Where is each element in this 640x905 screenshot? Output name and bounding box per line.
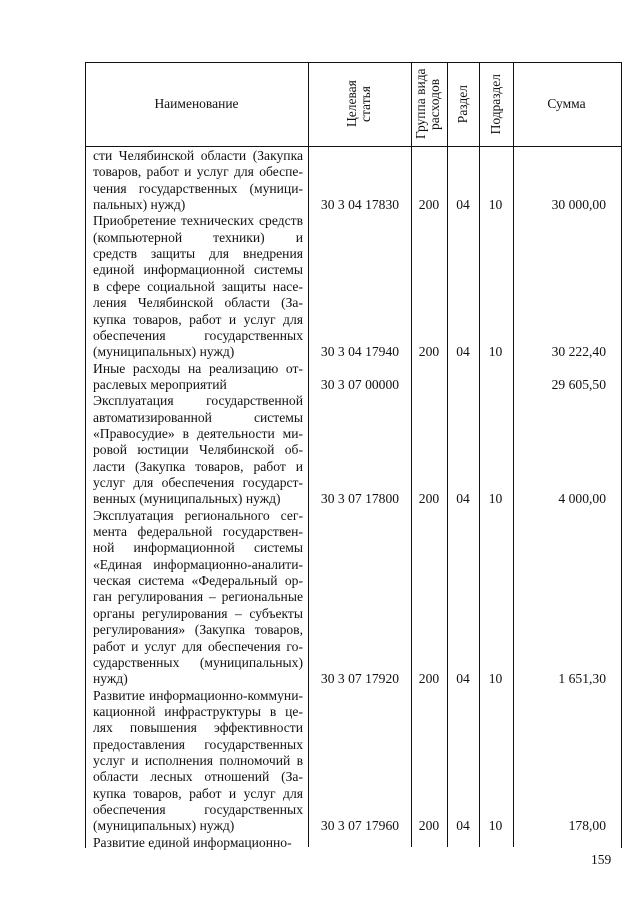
row-name-line: обеспечения государственных	[93, 327, 303, 343]
row-name-line: обеспечения государственных	[93, 802, 303, 817]
header-amount	[513, 62, 620, 146]
row-expense-group	[411, 377, 447, 393]
row-expense-group: 200	[418, 671, 440, 687]
row-name-line: сти Челябинской области (Закупка	[93, 148, 303, 163]
row-name-line: нужд)	[93, 671, 128, 687]
row-amount: 29 605,50	[551, 376, 606, 392]
column-divider	[308, 62, 309, 847]
row-name-line: ческая система «Федеральный ор-	[93, 573, 303, 589]
row-name-line: (муниципальных) нужд)	[93, 344, 235, 360]
row-name-line: (компьютерной техники) и	[93, 229, 303, 245]
row-name-line: чения государственных (муници-	[93, 180, 303, 196]
row-name-line: купка товаров, работ и услуг для	[93, 311, 303, 327]
row-target-article: 30 3 07 17800	[320, 491, 400, 507]
row-subsection: 10	[488, 671, 503, 687]
row-name-line: кационной инфраструктуры в це-	[93, 703, 303, 719]
row-subsection: 10	[488, 197, 503, 213]
row-name-line: Эксплуатация государственной	[93, 393, 303, 409]
row-amount: 30 222,40	[551, 344, 606, 360]
row-name-line: Иные расходы на реализацию от-	[93, 360, 303, 376]
row-expense-group: 200	[418, 818, 440, 834]
row-name-line: Развитие единой информационно-	[93, 834, 292, 850]
row-section: 04	[456, 344, 470, 360]
row-target-article: 30 3 07 00000	[320, 376, 400, 392]
header-name-label: Наименование	[154, 96, 239, 111]
row-name-line: предоставления государственных	[93, 736, 303, 752]
column-divider	[513, 62, 514, 847]
row-amount: 178,00	[568, 818, 606, 834]
row-name-line: (муниципальных) нужд)	[93, 818, 235, 834]
row-expense-group	[411, 835, 447, 851]
row-name-line: ления Челябинской области (За-	[93, 295, 303, 311]
column-divider	[447, 62, 448, 847]
row-amount: 4 000,00	[558, 491, 606, 507]
row-name-line: Эксплуатация регионального сег-	[93, 507, 303, 523]
row-name-line: автоматизированной системы	[93, 409, 303, 425]
row-amount: 1 651,30	[558, 671, 606, 687]
row-section: 04	[456, 671, 470, 687]
row-expense-group: 200	[418, 491, 440, 507]
header-target-article-label: Целевая статья	[343, 80, 373, 128]
row-subsection: 10	[488, 491, 503, 507]
row-section: 04	[456, 197, 470, 213]
header-expense-group-label: Группа вида расходов	[413, 68, 442, 140]
header-expense-group	[411, 62, 447, 146]
row-name-line: услуг и исполнения полномочий в	[93, 752, 303, 768]
row-target-article	[312, 835, 408, 851]
column-divider	[479, 62, 480, 847]
row-name-line: единой информационной системы	[93, 262, 303, 278]
row-name-line: услуг для обеспечения государст-	[93, 475, 303, 490]
row-name-line: работ и услуг для обеспечения го-	[93, 638, 303, 654]
row-section: 04	[456, 491, 470, 507]
row-name-line: области лесных отношений (За-	[93, 769, 303, 785]
row-name-line: купка товаров, работ и услуг для	[93, 785, 303, 801]
row-name-line: средств защиты для внедрения	[93, 246, 303, 262]
row-name-line: Приобретение технических средств	[93, 213, 303, 229]
row-name-line: раслевых мероприятий	[93, 376, 227, 392]
row-name-line: мента федеральной государствен-	[93, 524, 303, 540]
row-name-line: Развитие информационно-коммуни-	[93, 687, 303, 703]
row-amount: 30 000,00	[551, 197, 606, 213]
header-divider	[85, 146, 621, 147]
row-name-line: регулирования» (Закупка товаров,	[93, 622, 303, 638]
row-name-line: ган регулирования – региональные	[93, 589, 303, 605]
row-name-line: товаров, работ и услуг для обеспе-	[93, 164, 303, 180]
row-subsection	[479, 835, 512, 851]
row-target-article: 30 3 07 17960	[320, 818, 400, 834]
row-name-line: ной информационной системы	[93, 540, 303, 556]
row-name-line: пальных) нужд)	[93, 197, 186, 213]
row-name-line: сударственных (муниципальных)	[93, 654, 303, 670]
row-name-line: ровой юстиции Челябинской об-	[93, 442, 303, 458]
row-name-line: «Единая информационно-аналити-	[93, 556, 303, 572]
row-name-line: органы регулирования – субъекты	[93, 605, 303, 621]
row-name-line: венных (муниципальных) нужд)	[93, 491, 281, 507]
header-subsection-label: Подраздел	[488, 73, 503, 135]
column-divider	[411, 62, 412, 847]
row-name-line: «Правосудие» в деятельности ми-	[93, 425, 303, 441]
row-subsection	[479, 377, 512, 393]
row-section	[447, 377, 479, 393]
row-target-article: 30 3 04 17830	[320, 197, 400, 213]
page-number: 159	[591, 852, 612, 867]
row-amount	[513, 835, 606, 851]
row-expense-group: 200	[418, 344, 440, 360]
row-expense-group: 200	[418, 197, 440, 213]
row-name-line: лях повышения эффективности	[93, 720, 303, 736]
row-section: 04	[456, 818, 470, 834]
row-name-line: ласти (Закупка товаров, работ и	[93, 458, 303, 474]
row-target-article: 30 3 04 17940	[320, 344, 400, 360]
row-subsection: 10	[488, 818, 503, 834]
row-name-line: в сфере социальной защиты насе-	[93, 278, 303, 294]
header-subsection	[479, 62, 513, 146]
row-target-article: 30 3 07 17920	[320, 671, 400, 687]
header-target-article	[308, 62, 411, 146]
header-name	[85, 62, 308, 146]
row-section	[447, 835, 479, 851]
header-amount-label: Сумма	[547, 96, 586, 111]
row-subsection: 10	[488, 344, 503, 360]
header-section-label: Раздел	[455, 84, 470, 124]
header-section	[447, 62, 479, 146]
